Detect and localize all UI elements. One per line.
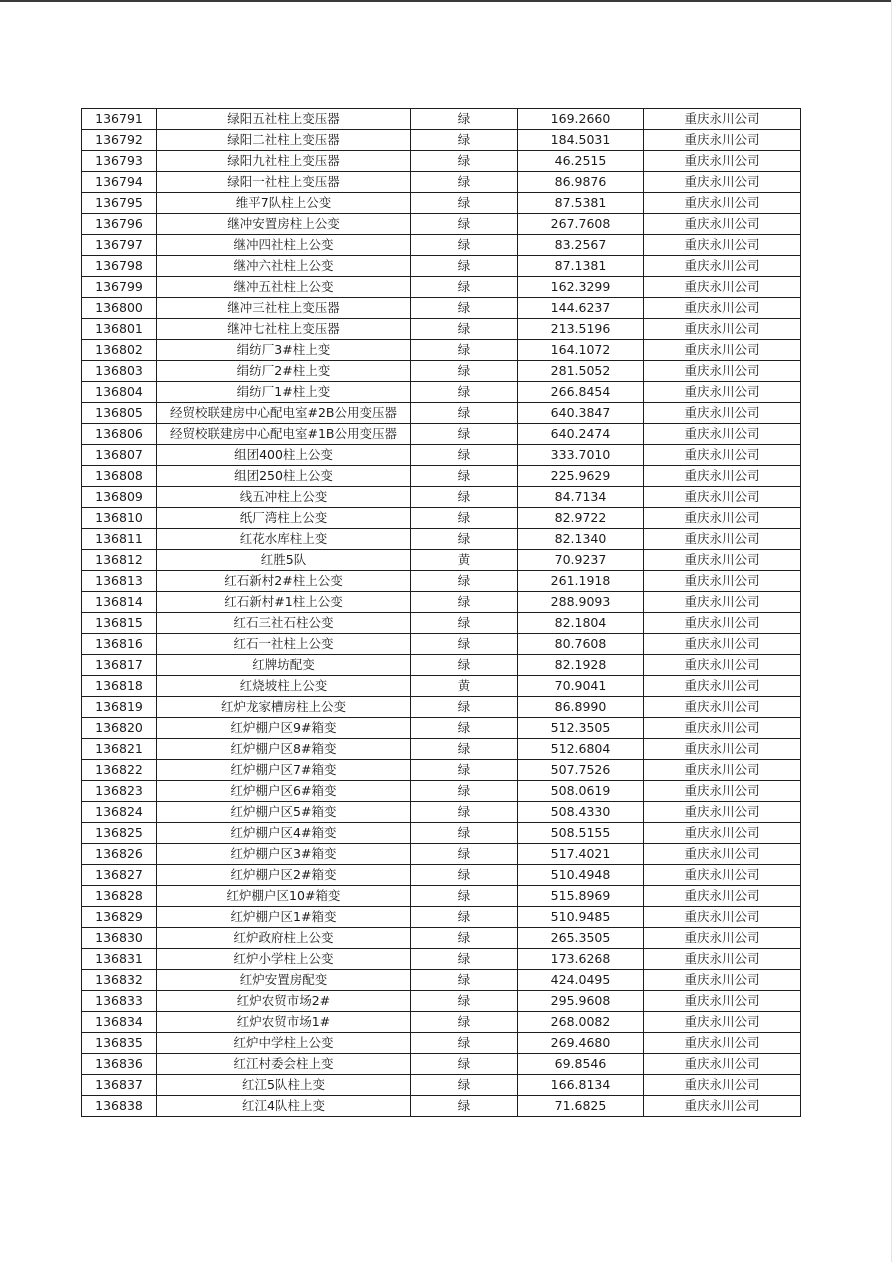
table-row — [82, 1054, 801, 1075]
cell-color-grade: 绿 — [411, 382, 518, 403]
cell-color-grade: 绿 — [411, 823, 518, 844]
table-row — [82, 340, 801, 361]
cell-value: 70.9237 — [518, 550, 644, 571]
cell-value: 169.2660 — [518, 109, 644, 130]
cell-value: 87.5381 — [518, 193, 644, 214]
cell-name: 绢纺厂2#柱上变 — [157, 361, 411, 382]
table-row — [82, 613, 801, 634]
cell-value: 71.6825 — [518, 1096, 644, 1117]
cell-id: 136817 — [82, 655, 157, 676]
cell-name: 红石三社石柱公变 — [157, 613, 411, 634]
cell-company: 重庆永川公司 — [644, 130, 801, 151]
cell-value: 512.3505 — [518, 718, 644, 739]
table-row — [82, 172, 801, 193]
table-row — [82, 1033, 801, 1054]
cell-color-grade: 绿 — [411, 571, 518, 592]
cell-name: 红炉中学柱上公变 — [157, 1033, 411, 1054]
cell-name: 绿阳一社柱上变压器 — [157, 172, 411, 193]
cell-color-grade: 绿 — [411, 508, 518, 529]
cell-company: 重庆永川公司 — [644, 592, 801, 613]
cell-name: 红炉农贸市场1# — [157, 1012, 411, 1033]
cell-id: 136808 — [82, 466, 157, 487]
cell-id: 136814 — [82, 592, 157, 613]
table-row — [82, 886, 801, 907]
cell-id: 136819 — [82, 697, 157, 718]
cell-id: 136836 — [82, 1054, 157, 1075]
cell-company: 重庆永川公司 — [644, 277, 801, 298]
cell-company: 重庆永川公司 — [644, 109, 801, 130]
cell-id: 136804 — [82, 382, 157, 403]
cell-name: 经贸校联建房中心配电室#1B公用变压器 — [157, 424, 411, 445]
cell-value: 69.8546 — [518, 1054, 644, 1075]
table-row — [82, 508, 801, 529]
cell-company: 重庆永川公司 — [644, 676, 801, 697]
cell-name: 红牌坊配变 — [157, 655, 411, 676]
cell-id: 136798 — [82, 256, 157, 277]
cell-value: 269.4680 — [518, 1033, 644, 1054]
cell-name: 红炉政府柱上公变 — [157, 928, 411, 949]
cell-company: 重庆永川公司 — [644, 823, 801, 844]
cell-name: 红花水库柱上变 — [157, 529, 411, 550]
cell-id: 136831 — [82, 949, 157, 970]
cell-value: 83.2567 — [518, 235, 644, 256]
cell-name: 红石一社柱上公变 — [157, 634, 411, 655]
cell-name: 红烧坡柱上公变 — [157, 676, 411, 697]
cell-color-grade: 绿 — [411, 130, 518, 151]
cell-name: 红江4队柱上变 — [157, 1096, 411, 1117]
cell-name: 红石新村2#柱上公变 — [157, 571, 411, 592]
cell-color-grade: 绿 — [411, 340, 518, 361]
cell-value: 173.6268 — [518, 949, 644, 970]
table-row — [82, 382, 801, 403]
cell-id: 136806 — [82, 424, 157, 445]
cell-company: 重庆永川公司 — [644, 697, 801, 718]
table-body — [82, 109, 801, 1117]
cell-value: 70.9041 — [518, 676, 644, 697]
table-row — [82, 592, 801, 613]
table-row — [82, 823, 801, 844]
cell-value: 508.4330 — [518, 802, 644, 823]
table-row — [82, 550, 801, 571]
cell-company: 重庆永川公司 — [644, 634, 801, 655]
cell-name: 继冲四社柱上公变 — [157, 235, 411, 256]
table-row — [82, 655, 801, 676]
page-top-rule — [0, 0, 892, 2]
cell-id: 136824 — [82, 802, 157, 823]
cell-color-grade: 绿 — [411, 655, 518, 676]
cell-value: 164.1072 — [518, 340, 644, 361]
cell-company: 重庆永川公司 — [644, 1054, 801, 1075]
table-row — [82, 403, 801, 424]
cell-color-grade: 绿 — [411, 424, 518, 445]
cell-id: 136794 — [82, 172, 157, 193]
table-row — [82, 256, 801, 277]
table-row — [82, 844, 801, 865]
cell-company: 重庆永川公司 — [644, 424, 801, 445]
transformer-table — [81, 108, 801, 1117]
table-row — [82, 235, 801, 256]
cell-value: 507.7526 — [518, 760, 644, 781]
cell-company: 重庆永川公司 — [644, 613, 801, 634]
cell-color-grade: 绿 — [411, 445, 518, 466]
cell-company: 重庆永川公司 — [644, 928, 801, 949]
cell-id: 136792 — [82, 130, 157, 151]
cell-color-grade: 绿 — [411, 802, 518, 823]
cell-name: 红炉安置房配变 — [157, 970, 411, 991]
cell-color-grade: 绿 — [411, 487, 518, 508]
table-row — [82, 634, 801, 655]
cell-value: 333.7010 — [518, 445, 644, 466]
cell-value: 288.9093 — [518, 592, 644, 613]
cell-value: 267.7608 — [518, 214, 644, 235]
cell-name: 红炉棚户区10#箱变 — [157, 886, 411, 907]
table-row — [82, 718, 801, 739]
cell-company: 重庆永川公司 — [644, 949, 801, 970]
cell-id: 136810 — [82, 508, 157, 529]
cell-company: 重庆永川公司 — [644, 550, 801, 571]
table-row — [82, 781, 801, 802]
cell-value: 640.3847 — [518, 403, 644, 424]
cell-name: 红石新村#1柱上公变 — [157, 592, 411, 613]
cell-id: 136805 — [82, 403, 157, 424]
cell-color-grade: 绿 — [411, 109, 518, 130]
cell-name: 继冲七社柱上变压器 — [157, 319, 411, 340]
cell-name: 继冲安置房柱上公变 — [157, 214, 411, 235]
table-row — [82, 214, 801, 235]
table-row — [82, 760, 801, 781]
cell-id: 136820 — [82, 718, 157, 739]
cell-company: 重庆永川公司 — [644, 760, 801, 781]
table-row — [82, 1075, 801, 1096]
cell-color-grade: 绿 — [411, 844, 518, 865]
cell-color-grade: 绿 — [411, 361, 518, 382]
cell-name: 红炉棚户区3#箱变 — [157, 844, 411, 865]
cell-id: 136800 — [82, 298, 157, 319]
cell-id: 136793 — [82, 151, 157, 172]
cell-color-grade: 绿 — [411, 1012, 518, 1033]
cell-name: 绿阳五社柱上变压器 — [157, 109, 411, 130]
cell-color-grade: 黄 — [411, 550, 518, 571]
table-row — [82, 193, 801, 214]
cell-company: 重庆永川公司 — [644, 508, 801, 529]
cell-id: 136818 — [82, 676, 157, 697]
cell-company: 重庆永川公司 — [644, 193, 801, 214]
cell-color-grade: 绿 — [411, 865, 518, 886]
cell-name: 绿阳九社柱上变压器 — [157, 151, 411, 172]
cell-company: 重庆永川公司 — [644, 298, 801, 319]
cell-value: 80.7608 — [518, 634, 644, 655]
table-row — [82, 970, 801, 991]
cell-id: 136799 — [82, 277, 157, 298]
cell-value: 82.9722 — [518, 508, 644, 529]
cell-color-grade: 绿 — [411, 277, 518, 298]
cell-company: 重庆永川公司 — [644, 655, 801, 676]
cell-id: 136815 — [82, 613, 157, 634]
cell-id: 136797 — [82, 235, 157, 256]
cell-color-grade: 绿 — [411, 193, 518, 214]
cell-company: 重庆永川公司 — [644, 340, 801, 361]
table-row — [82, 361, 801, 382]
cell-value: 82.1340 — [518, 529, 644, 550]
cell-name: 红江村委会柱上变 — [157, 1054, 411, 1075]
cell-company: 重庆永川公司 — [644, 151, 801, 172]
cell-color-grade: 绿 — [411, 1075, 518, 1096]
cell-color-grade: 绿 — [411, 172, 518, 193]
table-row — [82, 949, 801, 970]
table-row — [82, 928, 801, 949]
table-row — [82, 739, 801, 760]
cell-color-grade: 绿 — [411, 1033, 518, 1054]
cell-company: 重庆永川公司 — [644, 970, 801, 991]
cell-company: 重庆永川公司 — [644, 1012, 801, 1033]
cell-color-grade: 绿 — [411, 1054, 518, 1075]
cell-color-grade: 绿 — [411, 466, 518, 487]
table-row — [82, 802, 801, 823]
cell-id: 136826 — [82, 844, 157, 865]
cell-value: 225.9629 — [518, 466, 644, 487]
cell-id: 136829 — [82, 907, 157, 928]
cell-color-grade: 绿 — [411, 613, 518, 634]
table-row — [82, 865, 801, 886]
cell-id: 136803 — [82, 361, 157, 382]
cell-id: 136795 — [82, 193, 157, 214]
cell-name: 经贸校联建房中心配电室#2B公用变压器 — [157, 403, 411, 424]
table-row — [82, 151, 801, 172]
cell-value: 184.5031 — [518, 130, 644, 151]
cell-value: 508.5155 — [518, 823, 644, 844]
cell-name: 红炉棚户区9#箱变 — [157, 718, 411, 739]
cell-company: 重庆永川公司 — [644, 1075, 801, 1096]
table-row — [82, 676, 801, 697]
cell-company: 重庆永川公司 — [644, 781, 801, 802]
cell-name: 绢纺厂1#柱上变 — [157, 382, 411, 403]
cell-name: 继冲三社柱上变压器 — [157, 298, 411, 319]
cell-id: 136835 — [82, 1033, 157, 1054]
cell-name: 维平7队柱上公变 — [157, 193, 411, 214]
cell-company: 重庆永川公司 — [644, 487, 801, 508]
cell-name: 红炉龙家槽房柱上公变 — [157, 697, 411, 718]
cell-name: 组团400柱上公变 — [157, 445, 411, 466]
cell-color-grade: 绿 — [411, 235, 518, 256]
cell-company: 重庆永川公司 — [644, 991, 801, 1012]
cell-value: 640.2474 — [518, 424, 644, 445]
cell-name: 红炉农贸市场2# — [157, 991, 411, 1012]
cell-value: 512.6804 — [518, 739, 644, 760]
cell-company: 重庆永川公司 — [644, 361, 801, 382]
cell-color-grade: 绿 — [411, 886, 518, 907]
cell-company: 重庆永川公司 — [644, 466, 801, 487]
cell-value: 515.8969 — [518, 886, 644, 907]
cell-color-grade: 绿 — [411, 949, 518, 970]
cell-id: 136791 — [82, 109, 157, 130]
cell-company: 重庆永川公司 — [644, 1033, 801, 1054]
cell-company: 重庆永川公司 — [644, 445, 801, 466]
cell-value: 508.0619 — [518, 781, 644, 802]
cell-color-grade: 绿 — [411, 1096, 518, 1117]
cell-id: 136813 — [82, 571, 157, 592]
cell-name: 红炉小学柱上公变 — [157, 949, 411, 970]
cell-color-grade: 绿 — [411, 298, 518, 319]
cell-name: 组团250柱上公变 — [157, 466, 411, 487]
cell-value: 265.3505 — [518, 928, 644, 949]
cell-company: 重庆永川公司 — [644, 172, 801, 193]
cell-value: 261.1918 — [518, 571, 644, 592]
cell-value: 268.0082 — [518, 1012, 644, 1033]
cell-id: 136833 — [82, 991, 157, 1012]
cell-name: 绢纺厂3#柱上变 — [157, 340, 411, 361]
cell-color-grade: 黄 — [411, 676, 518, 697]
cell-value: 84.7134 — [518, 487, 644, 508]
cell-color-grade: 绿 — [411, 781, 518, 802]
cell-id: 136830 — [82, 928, 157, 949]
table-row — [82, 298, 801, 319]
cell-id: 136827 — [82, 865, 157, 886]
cell-id: 136828 — [82, 886, 157, 907]
cell-value: 86.9876 — [518, 172, 644, 193]
table-row — [82, 487, 801, 508]
table-row — [82, 466, 801, 487]
cell-company: 重庆永川公司 — [644, 865, 801, 886]
cell-color-grade: 绿 — [411, 634, 518, 655]
cell-company: 重庆永川公司 — [644, 718, 801, 739]
cell-id: 136823 — [82, 781, 157, 802]
cell-id: 136822 — [82, 760, 157, 781]
cell-value: 510.4948 — [518, 865, 644, 886]
cell-id: 136812 — [82, 550, 157, 571]
cell-name: 红炉棚户区4#箱变 — [157, 823, 411, 844]
cell-company: 重庆永川公司 — [644, 403, 801, 424]
cell-id: 136811 — [82, 529, 157, 550]
cell-company: 重庆永川公司 — [644, 214, 801, 235]
cell-company: 重庆永川公司 — [644, 319, 801, 340]
cell-color-grade: 绿 — [411, 151, 518, 172]
cell-company: 重庆永川公司 — [644, 802, 801, 823]
table-row — [82, 277, 801, 298]
cell-color-grade: 绿 — [411, 907, 518, 928]
cell-company: 重庆永川公司 — [644, 382, 801, 403]
cell-id: 136807 — [82, 445, 157, 466]
cell-color-grade: 绿 — [411, 319, 518, 340]
table-row — [82, 1012, 801, 1033]
cell-color-grade: 绿 — [411, 214, 518, 235]
table-row — [82, 529, 801, 550]
cell-name: 红炉棚户区1#箱变 — [157, 907, 411, 928]
cell-color-grade: 绿 — [411, 928, 518, 949]
cell-company: 重庆永川公司 — [644, 1096, 801, 1117]
cell-value: 266.8454 — [518, 382, 644, 403]
cell-id: 136802 — [82, 340, 157, 361]
cell-color-grade: 绿 — [411, 739, 518, 760]
cell-color-grade: 绿 — [411, 697, 518, 718]
cell-color-grade: 绿 — [411, 991, 518, 1012]
cell-id: 136816 — [82, 634, 157, 655]
cell-value: 281.5052 — [518, 361, 644, 382]
cell-value: 82.1804 — [518, 613, 644, 634]
cell-company: 重庆永川公司 — [644, 844, 801, 865]
table-row — [82, 130, 801, 151]
table-row — [82, 697, 801, 718]
cell-id: 136796 — [82, 214, 157, 235]
cell-value: 424.0495 — [518, 970, 644, 991]
cell-value: 166.8134 — [518, 1075, 644, 1096]
cell-color-grade: 绿 — [411, 529, 518, 550]
cell-value: 87.1381 — [518, 256, 644, 277]
table-row — [82, 1096, 801, 1117]
cell-color-grade: 绿 — [411, 592, 518, 613]
cell-value: 162.3299 — [518, 277, 644, 298]
cell-id: 136837 — [82, 1075, 157, 1096]
cell-id: 136838 — [82, 1096, 157, 1117]
cell-id: 136809 — [82, 487, 157, 508]
cell-company: 重庆永川公司 — [644, 739, 801, 760]
cell-id: 136801 — [82, 319, 157, 340]
table-row — [82, 319, 801, 340]
cell-company: 重庆永川公司 — [644, 235, 801, 256]
cell-name: 纸厂湾柱上公变 — [157, 508, 411, 529]
cell-company: 重庆永川公司 — [644, 886, 801, 907]
cell-color-grade: 绿 — [411, 256, 518, 277]
cell-id: 136832 — [82, 970, 157, 991]
cell-color-grade: 绿 — [411, 718, 518, 739]
cell-name: 红炉棚户区7#箱变 — [157, 760, 411, 781]
cell-name: 继冲六社柱上公变 — [157, 256, 411, 277]
table-row — [82, 571, 801, 592]
cell-name: 线五冲柱上公变 — [157, 487, 411, 508]
table-row — [82, 907, 801, 928]
cell-name: 红炉棚户区8#箱变 — [157, 739, 411, 760]
cell-value: 295.9608 — [518, 991, 644, 1012]
cell-name: 绿阳二社柱上变压器 — [157, 130, 411, 151]
cell-company: 重庆永川公司 — [644, 256, 801, 277]
cell-company: 重庆永川公司 — [644, 529, 801, 550]
table-row — [82, 109, 801, 130]
cell-id: 136825 — [82, 823, 157, 844]
cell-name: 继冲五社柱上公变 — [157, 277, 411, 298]
cell-value: 46.2515 — [518, 151, 644, 172]
cell-name: 红胜5队 — [157, 550, 411, 571]
cell-color-grade: 绿 — [411, 760, 518, 781]
table-row — [82, 424, 801, 445]
cell-company: 重庆永川公司 — [644, 571, 801, 592]
cell-value: 213.5196 — [518, 319, 644, 340]
cell-color-grade: 绿 — [411, 403, 518, 424]
cell-id: 136821 — [82, 739, 157, 760]
cell-name: 红江5队柱上变 — [157, 1075, 411, 1096]
cell-company: 重庆永川公司 — [644, 907, 801, 928]
cell-id: 136834 — [82, 1012, 157, 1033]
cell-value: 82.1928 — [518, 655, 644, 676]
cell-value: 517.4021 — [518, 844, 644, 865]
table-row — [82, 445, 801, 466]
cell-value: 86.8990 — [518, 697, 644, 718]
cell-color-grade: 绿 — [411, 970, 518, 991]
cell-value: 144.6237 — [518, 298, 644, 319]
cell-value: 510.9485 — [518, 907, 644, 928]
table-row — [82, 991, 801, 1012]
cell-name: 红炉棚户区5#箱变 — [157, 802, 411, 823]
cell-name: 红炉棚户区2#箱变 — [157, 865, 411, 886]
cell-name: 红炉棚户区6#箱变 — [157, 781, 411, 802]
